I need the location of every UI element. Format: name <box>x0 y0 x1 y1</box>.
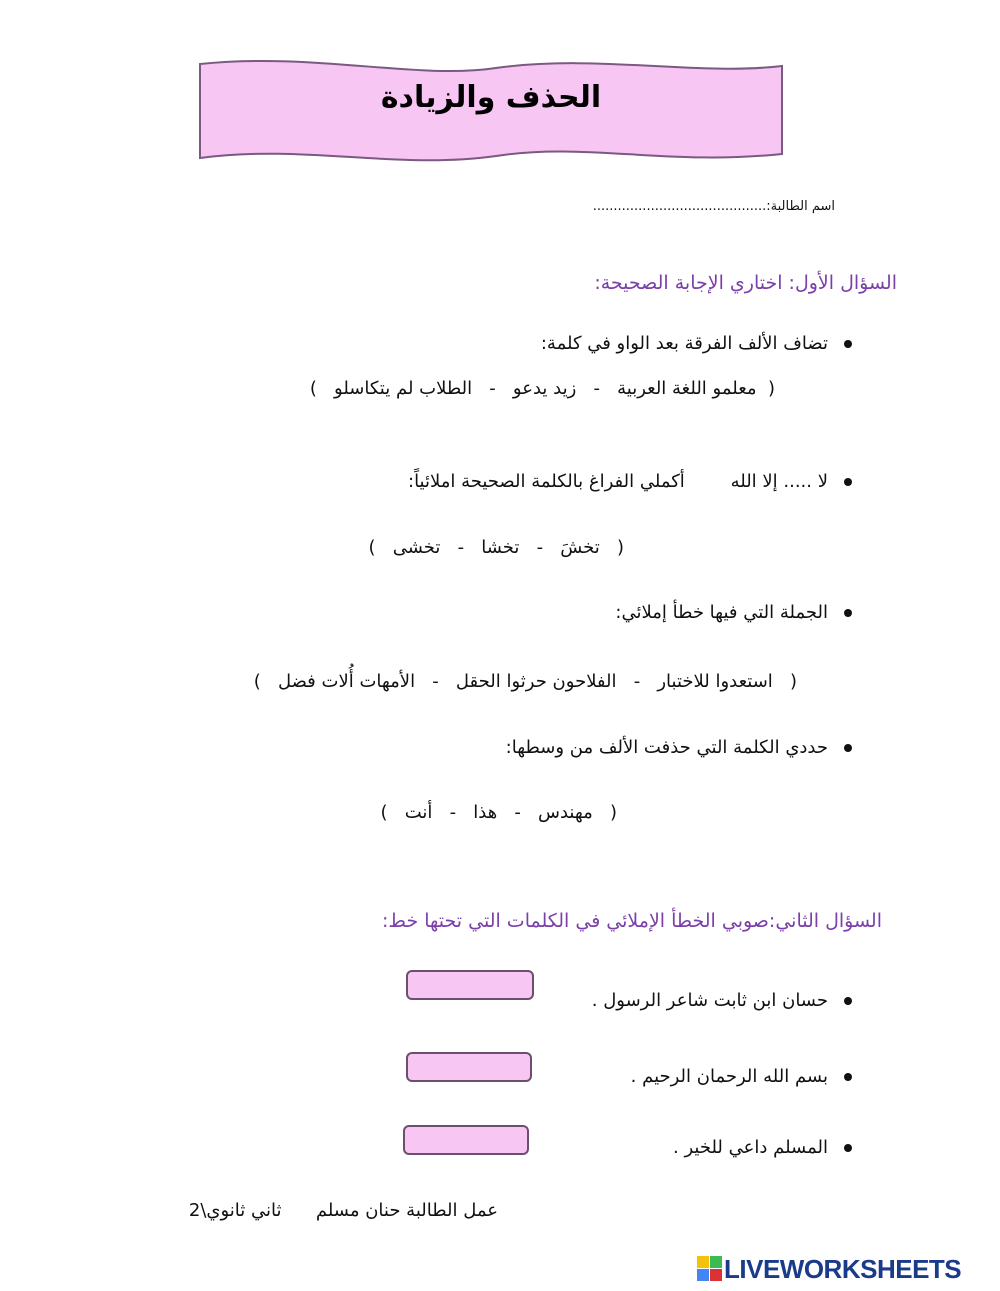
question-text: الجملة التي فيها خطأ إملائي: <box>615 602 828 623</box>
bullet-icon <box>844 340 852 348</box>
question1-item <box>408 471 852 492</box>
question-text: حددي الكلمة التي حذفت الألف من وسطها: <box>505 737 828 758</box>
brand-name: LIVEWORKSHEETS <box>724 1254 962 1284</box>
question-text: لا ..... إلا الله أكملي الفراغ بالكلمة الصحيحة املائياً: <box>408 471 828 492</box>
bullet-icon <box>844 609 852 617</box>
liveworksheets-logo-icon <box>697 1254 723 1284</box>
answer-options[interactable]: ( معلمو اللغة العربية - زيد يدعو - الطلاب لم يتكاسلو ) <box>309 378 775 399</box>
question-text: تضاف الألف الفرقة بعد الواو في كلمة: <box>540 333 828 354</box>
question1-item <box>506 737 852 758</box>
author-note: عمل الطالبة حنان مسلم ثاني ثانوي\2 <box>188 1200 498 1221</box>
bullet-icon <box>844 1073 852 1081</box>
student-name-field[interactable]: اسم الطالبة:.......................................... <box>592 199 835 214</box>
answer-input-box[interactable] <box>403 1125 529 1155</box>
page-title: الحذف والزيادة <box>380 80 602 115</box>
question2-item <box>673 1137 852 1158</box>
bullet-icon <box>844 478 852 486</box>
question1-item <box>541 333 852 354</box>
answer-options[interactable]: ( تخشَ - تخشا - تخشى ) <box>368 537 624 558</box>
bullet-icon <box>844 997 852 1005</box>
sentence-text: حسان ابن ثابت شاعر الرسول . <box>591 990 828 1011</box>
sentence-text: المسلم داعي للخير . <box>673 1137 828 1158</box>
answer-options[interactable]: ( مهندس - هذا - أنت ) <box>380 802 617 823</box>
question1-title: السؤال الأول: اختاري الإجابة الصحيحة: <box>594 272 897 294</box>
answer-options[interactable]: ( استعدوا للاختبار - الفلاحون حرثوا الحقل - الأمهات أُلات فضل ) <box>253 671 797 692</box>
answer-input-box[interactable] <box>406 1052 532 1082</box>
answer-input-box[interactable] <box>406 970 534 1000</box>
bullet-icon <box>844 744 852 752</box>
sentence-text: بسم الله الرحمان الرحيم . <box>630 1066 828 1087</box>
bullet-icon <box>844 1144 852 1152</box>
question2-item <box>592 990 852 1011</box>
question1-item <box>615 602 852 623</box>
question2-title: السؤال الثاني:صوبي الخطأ الإملائي في الكلمات التي تحتها خط: <box>382 910 882 932</box>
question2-item <box>631 1066 852 1087</box>
